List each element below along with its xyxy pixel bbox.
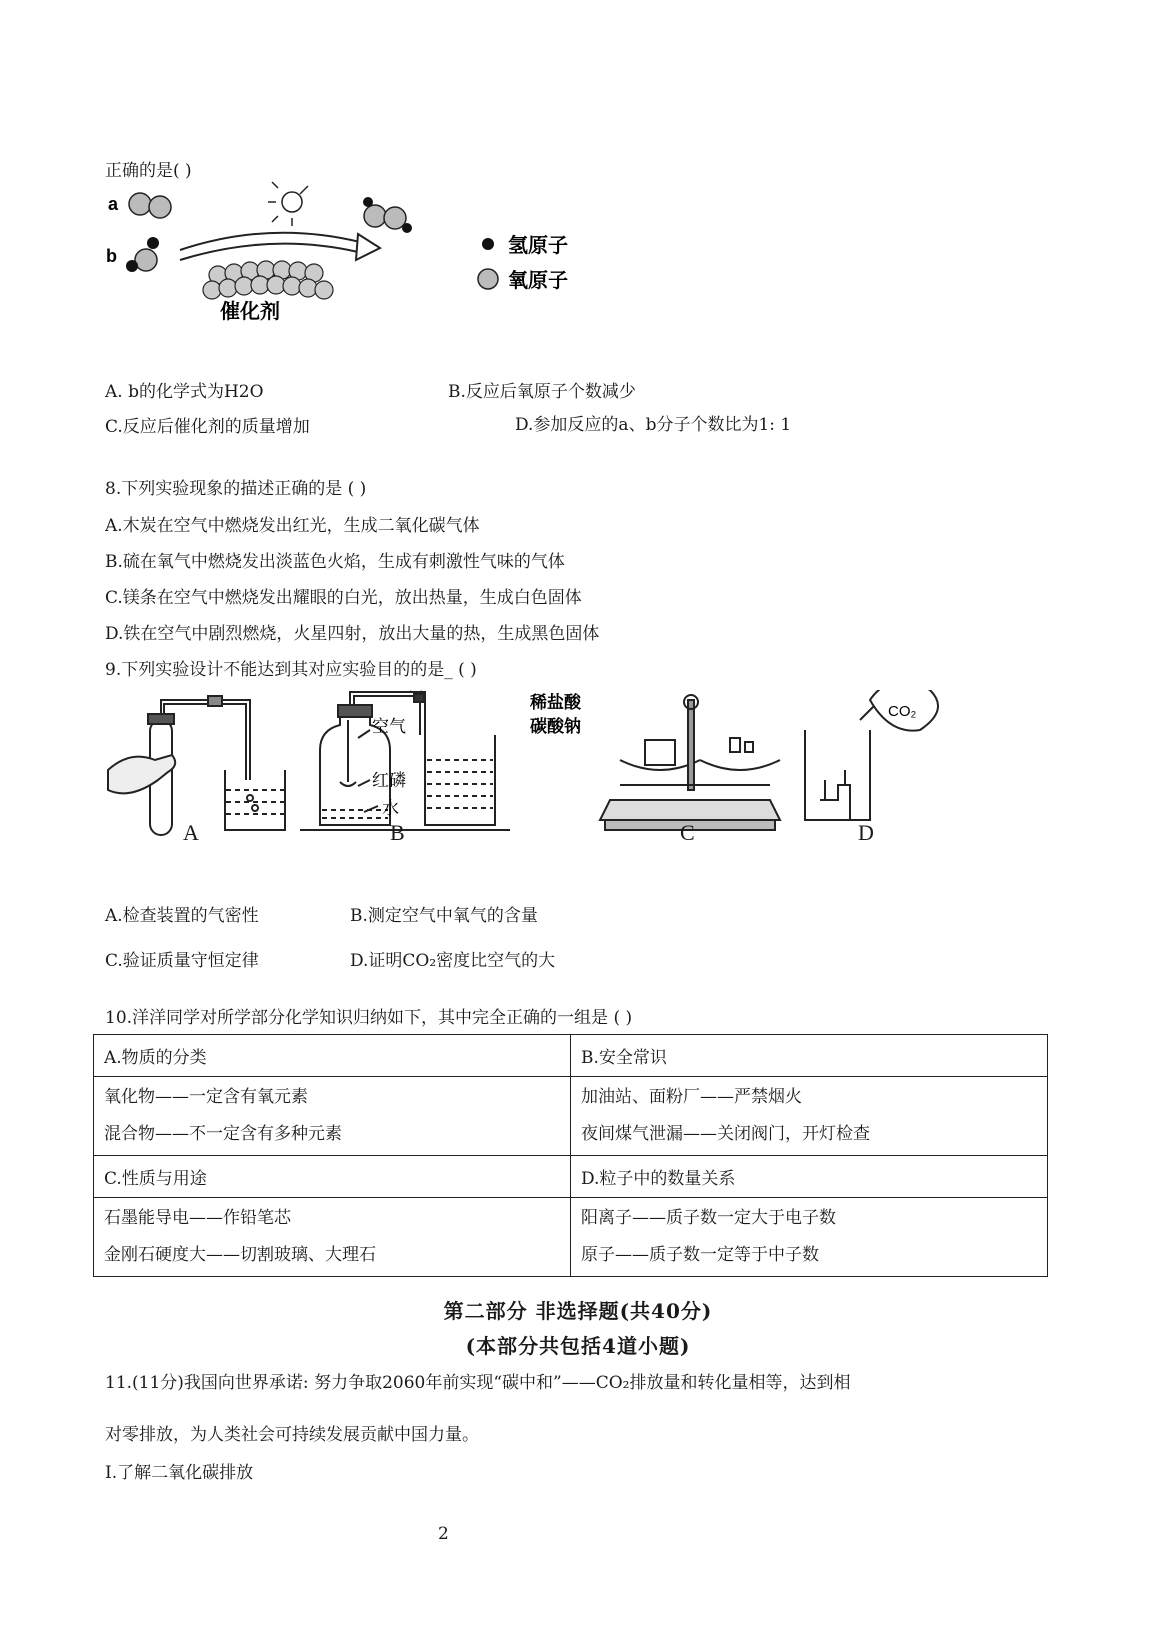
q11-line-1: 11.(11分)我国向世界承诺: 努力争取2060年前实现“碳中和”——CO₂排放量和转化量相等，达到相 [105, 1373, 851, 1393]
legend-hydrogen: 氢原子 [508, 233, 568, 257]
table-cell: A.物质的分类 [94, 1035, 571, 1077]
table-cell-line: 氧化物——一定含有氧元素 [104, 1087, 308, 1107]
table-row [94, 1156, 1048, 1198]
q8-option-a: A.木炭在空气中燃烧发出红光，生成二氧化碳气体 [105, 516, 480, 536]
apparatus-d-icon [805, 690, 938, 820]
light-bulb-icon [268, 182, 308, 226]
catalyst-label: 催化剂 [220, 299, 280, 323]
product-molecule-icon [363, 197, 412, 233]
q8-option-b: B.硫在氧气中燃烧发出淡蓝色火焰，生成有刺激性气味的气体 [105, 552, 565, 572]
q8-option-d: D.铁在空气中剧烈燃烧，火星四射，放出大量的热，生成黑色固体 [105, 624, 600, 644]
q9-option-b: B.测定空气中氧气的含量 [350, 906, 538, 926]
label-sodium-carbonate: 碳酸钠 [530, 717, 581, 737]
table-cell [571, 1077, 1048, 1156]
label-red-phosphorus: 红磷 [372, 771, 406, 791]
q7-option-c: C.反应后催化剂的质量增加 [105, 417, 310, 437]
q10-stem: 10.洋洋同学对所学部分化学知识归纳如下，其中完全正确的一组是 ( ) [105, 1008, 633, 1028]
table-cell: B.安全常识 [571, 1035, 1048, 1077]
q7-label-b: b [106, 246, 117, 266]
table-cell-line: 混合物——不一定含有多种元素 [104, 1124, 342, 1144]
q10-knowledge-table [93, 1034, 1048, 1277]
table-row [94, 1077, 1048, 1156]
table-row [94, 1198, 1048, 1277]
caption-a: A [183, 820, 199, 845]
q9-option-c: C.验证质量守恒定律 [105, 951, 259, 971]
q7-option-a: A. b的化学式为H2O [105, 382, 264, 402]
q11-line-3: I.了解二氧化碳排放 [105, 1463, 254, 1483]
legend-oxygen-icon [478, 269, 498, 289]
label-co2: CO₂ [888, 703, 917, 720]
catalyst-surface-icon [203, 261, 333, 299]
q9-option-a: A.检查装置的气密性 [105, 906, 259, 926]
label-water: 水 [382, 799, 399, 819]
reaction-arrow-icon [356, 234, 380, 260]
table-cell: D.粒子中的数量关系 [571, 1156, 1048, 1198]
q7-option-d: D.参加反应的a、b分子个数比为1: 1 [515, 415, 792, 435]
table-cell-line: 原子——质子数一定等于中子数 [581, 1245, 819, 1265]
table-cell: C.性质与用途 [94, 1156, 571, 1198]
table-cell-line: 石墨能导电——作铅笔芯 [104, 1208, 291, 1228]
label-dilute-hcl: 稀盐酸 [530, 693, 581, 713]
q7-option-b: B.反应后氧原子个数减少 [448, 382, 636, 402]
label-air: 空气 [372, 717, 406, 737]
caption-d: D [858, 820, 874, 845]
table-cell-line: 加油站、面粉厂——严禁烟火 [581, 1087, 802, 1107]
table-cell [94, 1198, 571, 1277]
page-number: 2 [438, 1524, 449, 1544]
legend-hydrogen-icon [482, 238, 494, 250]
q7-label-a: a [108, 194, 119, 214]
molecule-a-icon [129, 193, 171, 218]
part2-subtitle: (本部分共包括4道小题) [465, 1334, 691, 1358]
part2-title: 第二部分 非选择题(共40分) [443, 1299, 713, 1323]
molecule-b-icon [126, 237, 159, 272]
table-row [94, 1035, 1048, 1077]
q8-option-c: C.镁条在空气中燃烧发出耀眼的白光，放出热量，生成白色固体 [105, 588, 582, 608]
table-cell-line: 金刚石硬度大——切割玻璃、大理石 [104, 1245, 376, 1265]
q11-line-2: 对零排放，为人类社会可持续发展贡献中国力量。 [105, 1425, 479, 1445]
table-cell-line: 夜间煤气泄漏——关闭阀门，开灯检查 [581, 1124, 870, 1144]
table-cell [571, 1198, 1048, 1277]
caption-c: C [680, 820, 695, 845]
legend-oxygen: 氧原子 [508, 268, 568, 292]
q7-reaction-figure [100, 180, 620, 330]
q7-stem: 正确的是( ) [105, 161, 192, 181]
q9-option-d: D.证明CO₂密度比空气的大 [350, 951, 556, 971]
table-cell [94, 1077, 571, 1156]
apparatus-a-icon [108, 696, 285, 835]
caption-b: B [390, 820, 405, 845]
q9-stem: 9.下列实验设计不能达到其对应实验目的的是_ ( ) [105, 660, 477, 680]
q9-apparatus-figure [100, 690, 1000, 890]
table-cell-line: 阳离子——质子数一定大于电子数 [581, 1208, 836, 1228]
q8-stem: 8.下列实验现象的描述正确的是 ( ) [105, 479, 367, 499]
apparatus-b-icon [300, 690, 510, 830]
apparatus-c-icon [600, 695, 780, 830]
